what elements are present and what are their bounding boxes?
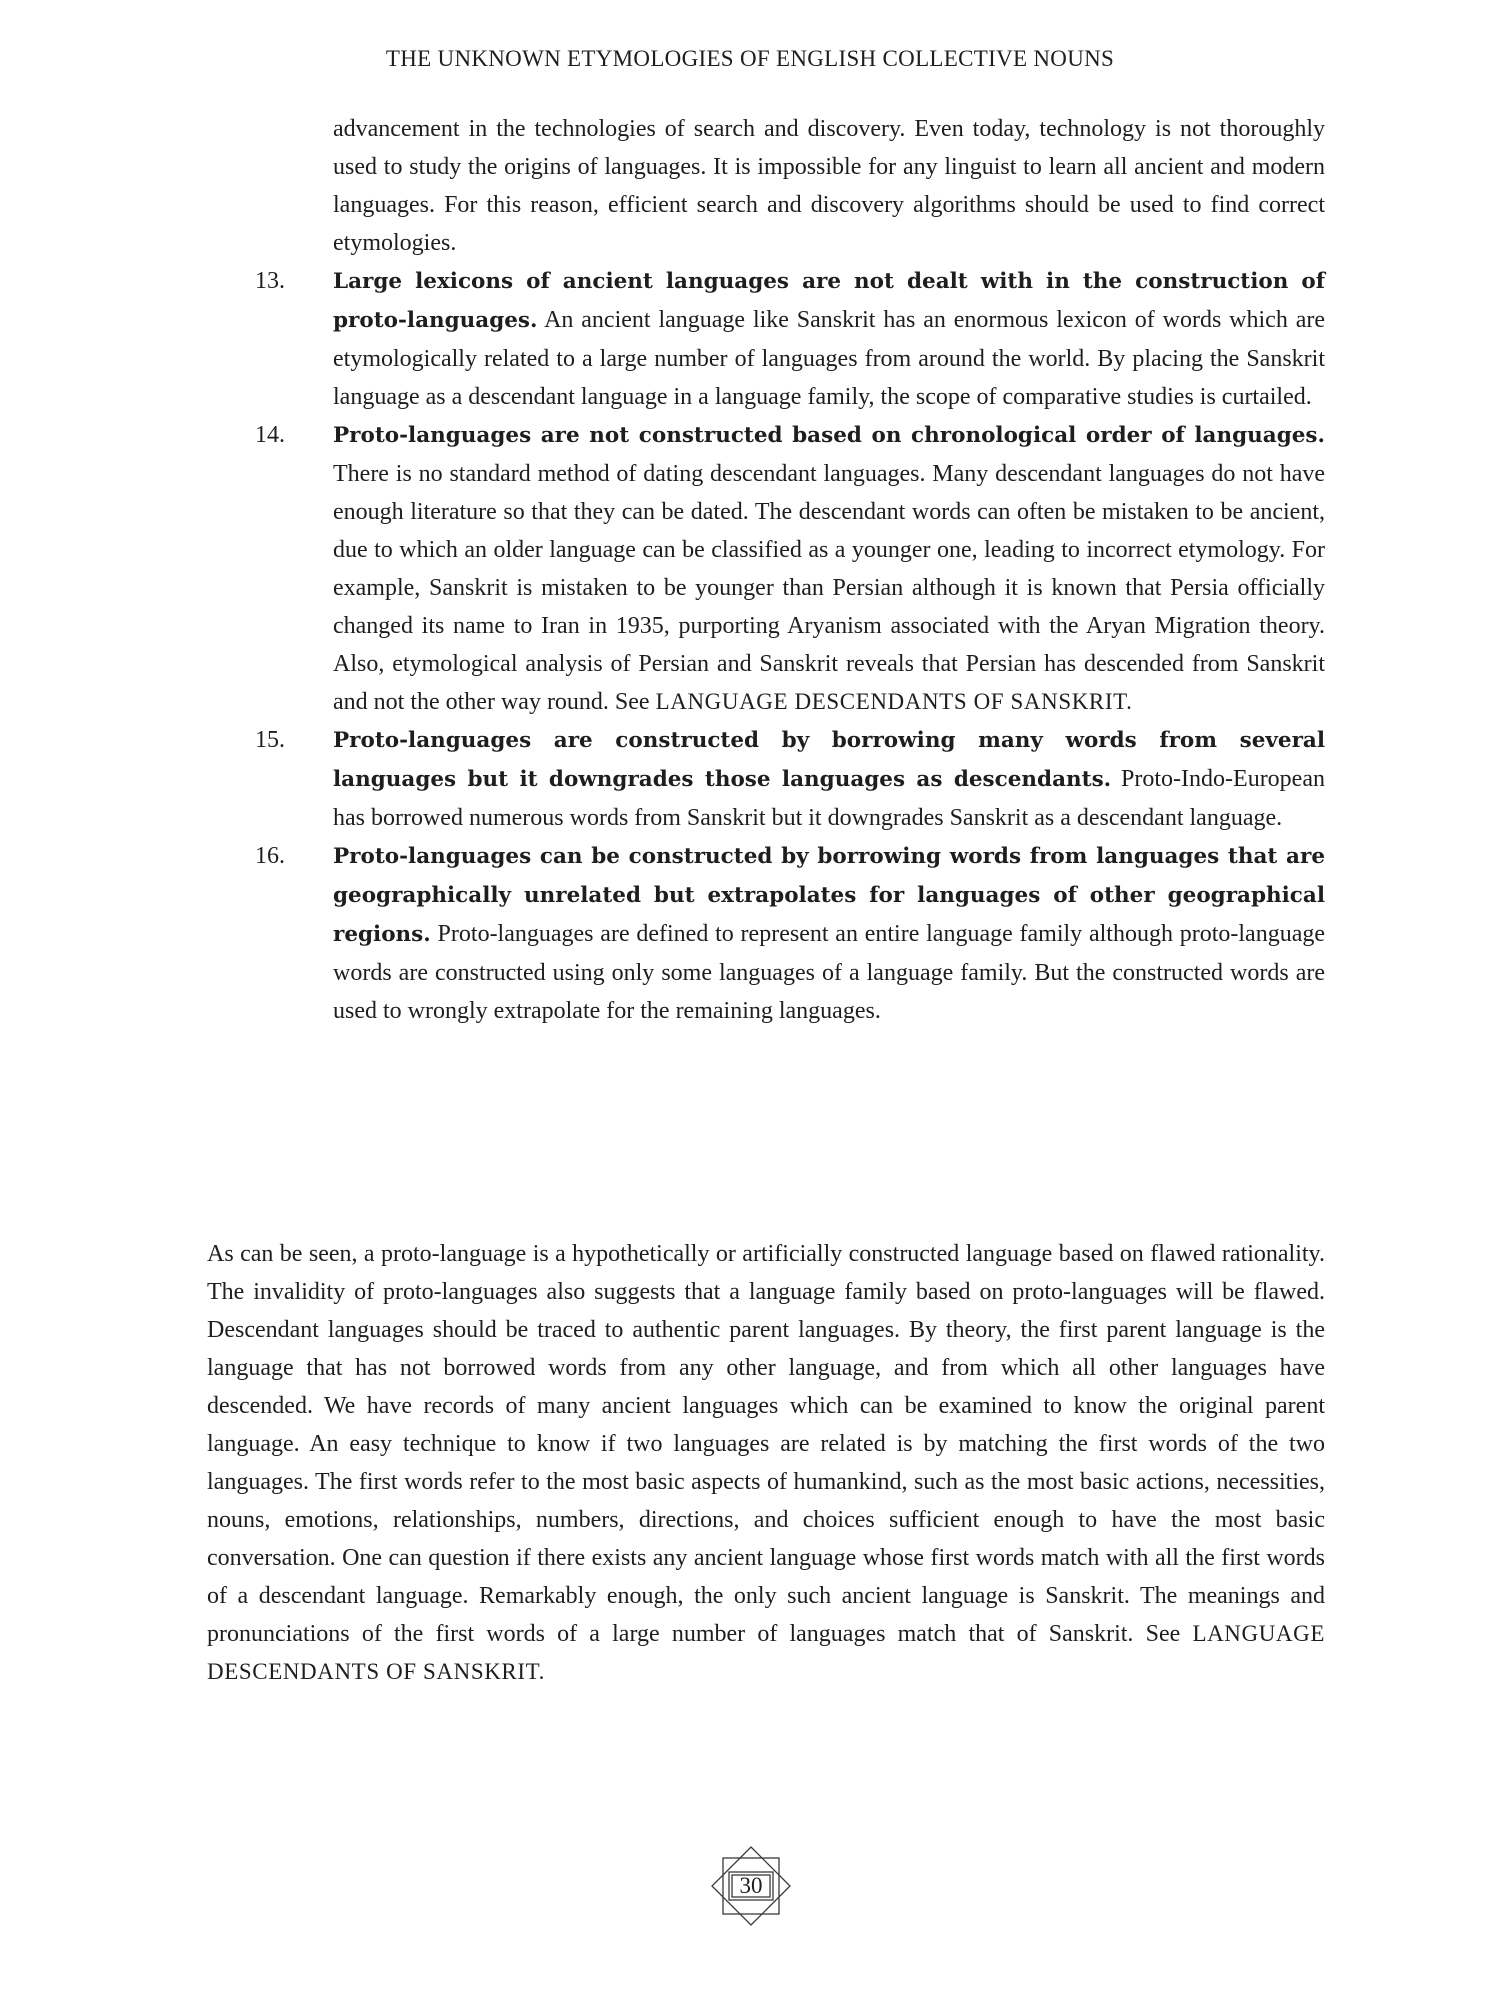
running-title: THE UNKNOWN ETYMOLOGIES OF ENGLISH COLLECTIVE NOUNS xyxy=(385,46,1115,71)
list-item-body xyxy=(333,416,1325,721)
numbered-list xyxy=(255,262,1325,1030)
list-item-text: There is no standard method of dating descendant languages. Many descendant languages do not have enough literature so that they can be dated. The descendant words can often be mistaken to be ancient, due to which an older language can be classified as a younger one, leading to incorrect etymology. For example, Sanskrit is mistaken to be younger than Persian although it is known that Persia officially changed its name to Iran in 1935, purporting Aryanism associated with the Aryan Migration theory. Also, etymological analysis of Persian and Sanskrit reveals that Persian has descended from Sanskrit and not the other way round. See xyxy=(333,461,1325,715)
closing-paragraph xyxy=(207,1235,1325,1691)
page-number: 30 xyxy=(739,1873,763,1898)
list-item-text: Proto-languages are defined to represent an entire language family although proto-language words are constructed using only some languages of a language family. But the constructed words are used to wrongly extrapolate for the remaining languages. xyxy=(333,921,1325,1024)
closing-paragraph-text: As can be seen, a proto-language is a hypothetically or artificially constructed language based on flawed rationality. The invalidity of proto-languages also suggests that a language family based on proto-languages will be flawed. Descendant languages should be traced to authentic parent languages. By theory, the first parent language is the language that has not borrowed words from any other language, and from which all other languages have descended. We have records of many ancient languages which can be examined to know the original parent language. An easy technique to know if two languages are related is by matching the first words of the two languages. The first words refer to the most basic aspects of humankind, such as the most basic actions, necessities, nouns, emotions, relationships, numbers, directions, and choices sufficient enough to have the most basic conversation. One can question if there exists any ancient language whose first words match with all the first words of a descendant language. Remarkably enough, the only such ancient language is Sanskrit. The meanings and pronunciations of the first words of a large number of languages match that of Sanskrit. See xyxy=(207,1241,1325,1647)
list-item-lead: Proto-languages can be constructed by borrowing words from languages that are geographically unrelated but extrapolates for languages of other geographical regions. xyxy=(333,844,1325,947)
list-item-13 xyxy=(255,262,1325,416)
list-item-number: 14. xyxy=(255,422,285,448)
cross-reference: LANGUAGE DESCENDANTS OF SANSKRIT. xyxy=(207,1621,1325,1684)
list-item-lead: Proto-languages are constructed by borrowing many words from several languages but it downgrades those languages as descendants. xyxy=(333,728,1325,792)
list-item-text: Proto-Indo-European has borrowed numerous words from Sanskrit but it downgrades Sanskrit as a descendant language. xyxy=(333,766,1325,831)
list-item-body xyxy=(333,262,1325,416)
list-item-lead: Large lexicons of ancient languages are not dealt with in the construction of proto-languages. xyxy=(333,269,1325,333)
list-item-body xyxy=(333,837,1325,1030)
list-item-body xyxy=(333,721,1325,837)
list-item-16 xyxy=(255,837,1325,1030)
list-item-15 xyxy=(255,721,1325,837)
list-item-number: 13. xyxy=(255,268,285,294)
intro-paragraph: advancement in the technologies of search and discovery. Even today, technology is not thoroughly used to study the origins of languages. It is impossible for any linguist to learn all ancient and modern languages. For this reason, efficient search and discovery algorithms should be used to find correct etymologies. xyxy=(333,116,1325,256)
list-item-number: 16. xyxy=(255,843,285,869)
list-item-text: An ancient language like Sanskrit has an enormous lexicon of words which are etymologically related to a large number of languages from around the world. By placing the Sanskrit language as a descendant language in a language family, the scope of comparative studies is curtailed. xyxy=(333,307,1325,410)
list-item-lead: Proto-languages are not constructed based on chronological order of languages. xyxy=(333,423,1325,448)
list-item-number: 15. xyxy=(255,727,285,753)
cross-reference: LANGUAGE DESCENDANTS OF SANSKRIT. xyxy=(655,689,1133,714)
list-item-14 xyxy=(255,416,1325,721)
